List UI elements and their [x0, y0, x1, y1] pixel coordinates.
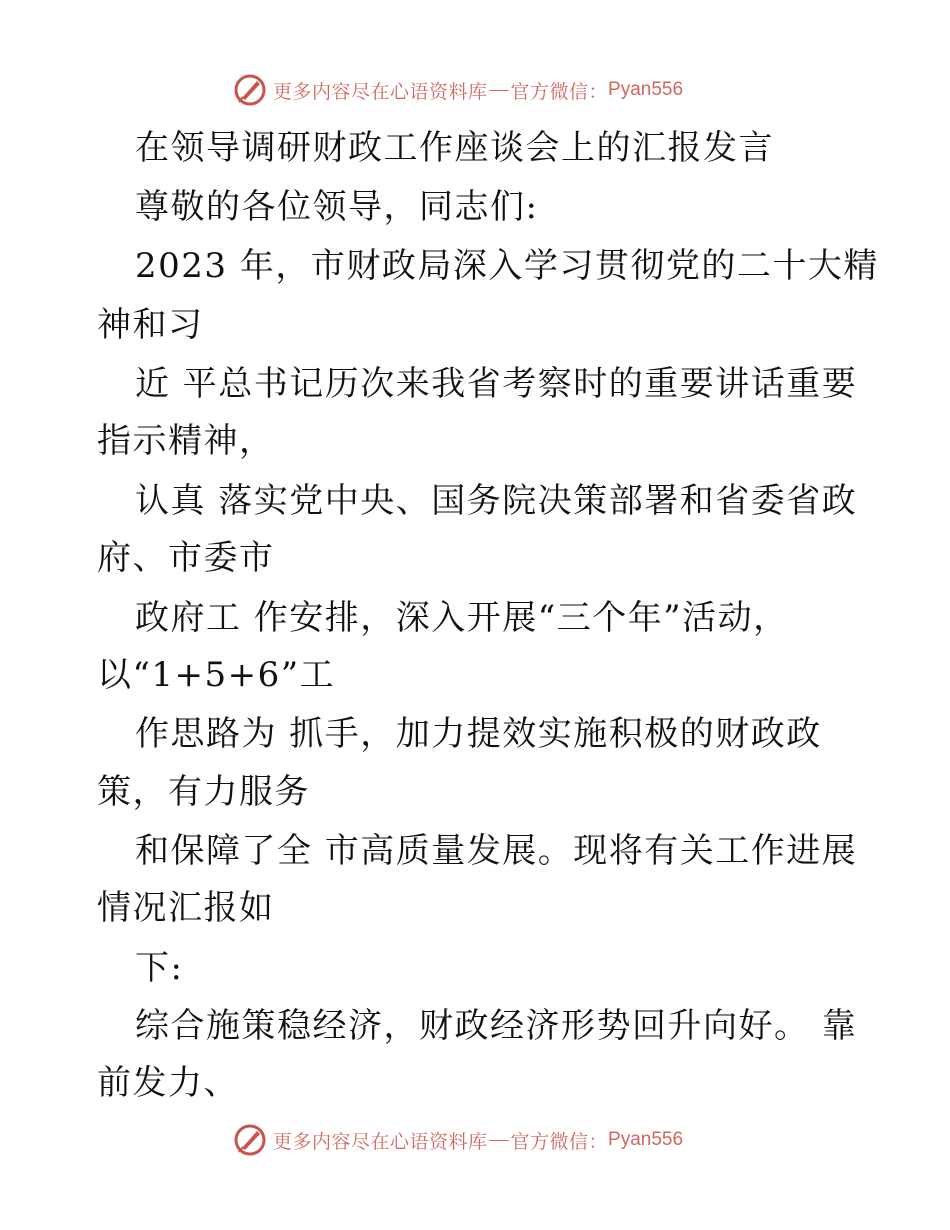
watermark-text: 更多内容尽在心语资料库 [273, 80, 488, 103]
text-line: 作思路为 抓手，加力提效实施积极的财政政 [135, 714, 822, 754]
text-line: 认真 落实党中央、国务院决策部署和省委省政 [135, 481, 858, 521]
text-line: 前发力、 [97, 1063, 239, 1103]
text-line: 和保障了全 市高质量发展。现将有关工作进展 [135, 831, 858, 871]
watermark-wechat-id: Pyan556 [608, 79, 684, 100]
text-line: 策，有力服务 [97, 772, 310, 812]
salutation: 尊敬的各位领导，同志们: [135, 187, 539, 227]
text-line: 神和习 [97, 305, 204, 345]
text-line: 下: [135, 948, 184, 988]
text-line: 情况汇报如 [97, 888, 275, 928]
footer-watermark [0, 1120, 950, 1160]
watermark-separator: — [489, 1129, 509, 1150]
footer-watermark-inner [233, 1122, 683, 1158]
watermark-wechat-id: Pyan556 [608, 1129, 684, 1150]
watermark-label: 官方微信： [510, 80, 609, 103]
quill-logo-icon [233, 1123, 267, 1157]
text-line: 近 平总书记历次来我省考察时的重要讲话重要 [135, 364, 858, 404]
text-line: 府、市委市 [97, 538, 275, 578]
text-line: 综合施策稳经济，财政经济形势回升向好。 靠 [135, 1006, 858, 1046]
watermark-separator: — [489, 79, 509, 100]
document-title: 在领导调研财政工作座谈会上的汇报发言 [135, 128, 774, 168]
text-line: 以“1+5+6”工 [97, 655, 336, 695]
text-line: 指示精神， [97, 421, 275, 461]
watermark-label: 官方微信： [510, 1130, 609, 1153]
watermark-text: 更多内容尽在心语资料库 [273, 1130, 488, 1153]
text-line: 政府工 作安排，深入开展“三个年”活动， [135, 598, 789, 638]
text-line: 2023 年，市财政局深入学习贯彻党的二十大精 [135, 246, 879, 286]
